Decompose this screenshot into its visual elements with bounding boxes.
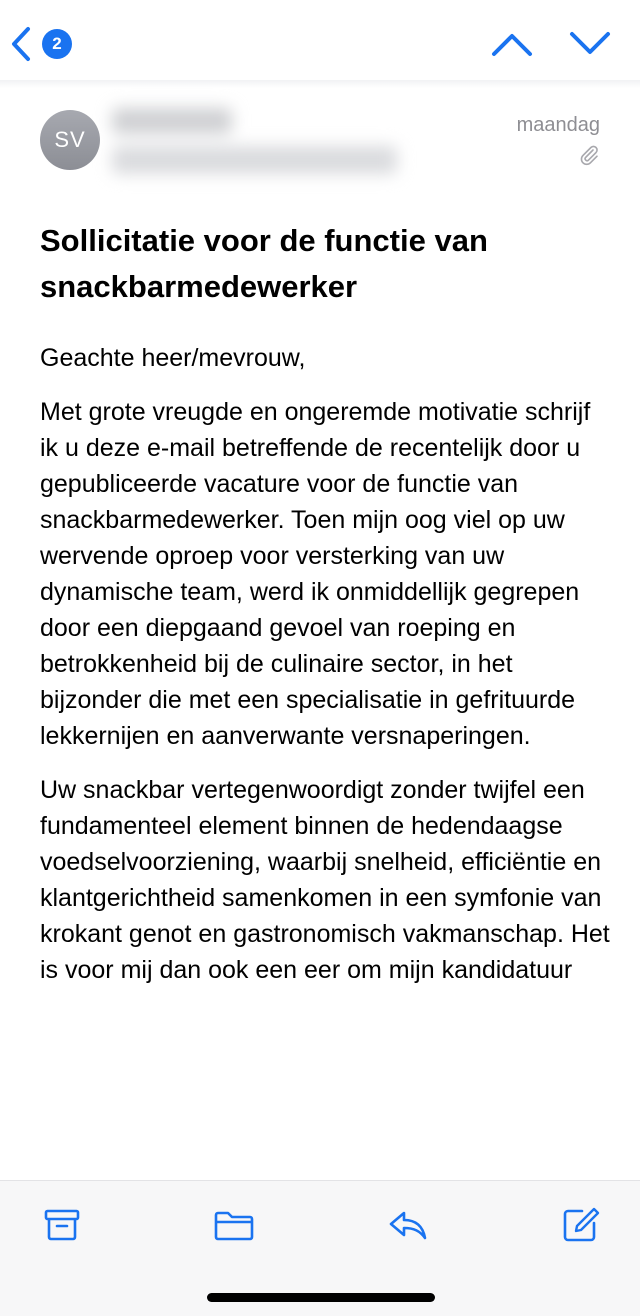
body-paragraph: Geachte heer/mevrouw, bbox=[40, 344, 306, 372]
chevron-up-icon bbox=[490, 24, 534, 64]
sender-row bbox=[0, 100, 640, 190]
compose-icon bbox=[560, 1205, 600, 1245]
previous-message-button[interactable] bbox=[490, 24, 534, 64]
back-button[interactable] bbox=[10, 22, 90, 66]
reply-button[interactable] bbox=[384, 1203, 432, 1247]
next-message-button[interactable] bbox=[568, 24, 612, 64]
avatar[interactable]: SV bbox=[40, 110, 100, 170]
folder-icon bbox=[212, 1205, 256, 1245]
chevron-down-icon bbox=[568, 24, 612, 64]
message-body bbox=[40, 340, 610, 1006]
sender-details-redacted[interactable] bbox=[108, 104, 408, 184]
paperclip-icon bbox=[578, 144, 600, 166]
message-date: maandag bbox=[516, 114, 600, 136]
header-divider bbox=[0, 80, 640, 88]
move-to-folder-button[interactable] bbox=[210, 1203, 258, 1247]
body-paragraph: Uw snackbar vertegenwoordigt zonder twijfel een fundamenteel element binnen de hedendaagse voedselvoorziening, waarbij snelheid, efficiëntie en klantgerichtheid samenkomen in een symfonie van krokant genot en gastronomisch vakmanschap. Het is voor mij dan ook een eer om mijn kandidatuur bbox=[40, 776, 610, 984]
reply-icon bbox=[386, 1205, 430, 1245]
home-indicator[interactable] bbox=[207, 1293, 435, 1302]
archive-button[interactable] bbox=[38, 1203, 86, 1247]
unread-count-badge: 2 bbox=[42, 29, 72, 59]
chevron-left-icon bbox=[10, 26, 32, 62]
navigation-bar bbox=[0, 0, 640, 80]
compose-button[interactable] bbox=[556, 1203, 604, 1247]
body-paragraph: Met grote vreugde en ongeremde motivatie schrijf ik u deze e-mail betreffende de recentelijk door u gepubliceerde vacature voor de functie van snackbarmedewerker. Toen mijn oog viel op uw wervende oproep voor versterking van uw dynamische team, werd ik onmiddellijk gegrepen door een diepgaand gevoel van roeping en betrokkenheid bij de culinaire sector, in het bijzonder die met een specialisatie in gefrituurde lekkernijen en aanverwante versnaperingen. bbox=[40, 398, 591, 750]
message-subject: Sollicitatie voor de functie van snackbarmedewerker bbox=[40, 223, 488, 304]
archive-icon bbox=[42, 1205, 82, 1245]
